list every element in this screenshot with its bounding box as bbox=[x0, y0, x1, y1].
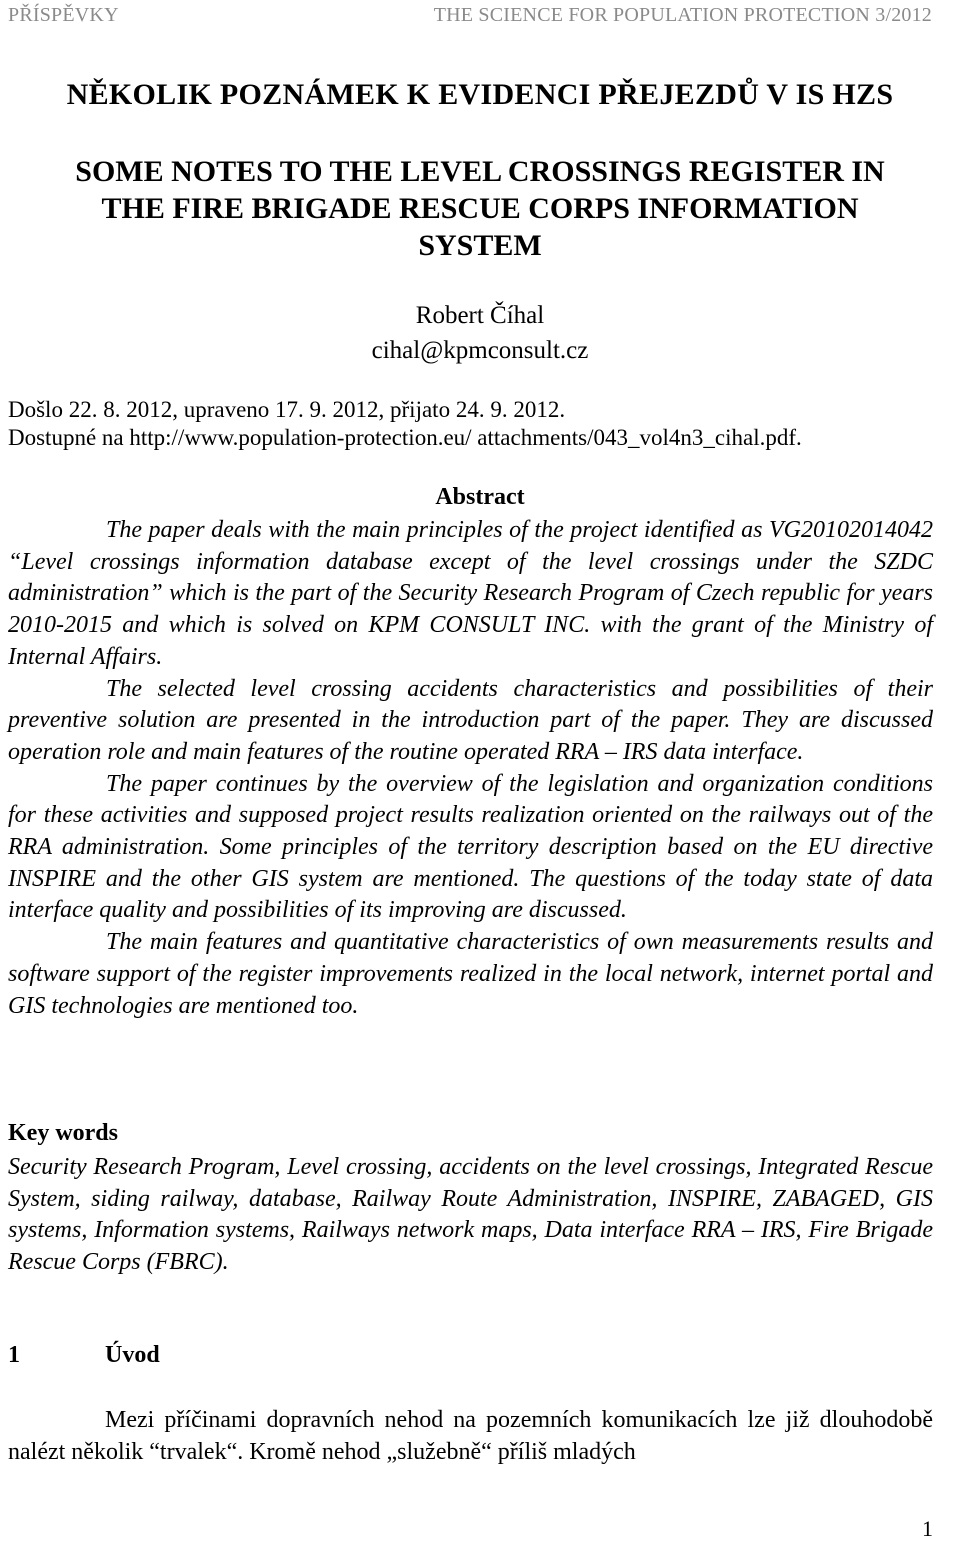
header-section-label: PŘÍSPĚVKY bbox=[8, 4, 119, 26]
keywords-heading: Key words bbox=[8, 1120, 118, 1146]
abstract-paragraph: The paper continues by the overview of the legislation and organization conditions for these activities and supposed project results realization oriented on the railways out of the RRA administration. Some principles of the territory description based on the EU directive INSPIRE and the other GIS system are mentioned. The questions of the today state of data interface quality and possibilities of its improving are discussed. bbox=[8, 770, 933, 924]
abstract-heading: Abstract bbox=[435, 484, 525, 510]
received-dates: Došlo 22. 8. 2012, upraveno 17. 9. 2012, přijato 24. 9. 2012. bbox=[8, 397, 566, 422]
title-czech: NĚKOLIK POZNÁMEK K EVIDENCI PŘEJEZDŮ V IS HZS bbox=[66, 78, 894, 111]
title-english-line-3: SYSTEM bbox=[418, 229, 542, 262]
page-number: 1 bbox=[922, 1516, 933, 1541]
abstract-body bbox=[8, 515, 933, 1022]
abstract-paragraph: The selected level crossing accidents characteristics and possibilities of their preventive solution are presented in the introduction part of the paper. They are discussed operation role and main features of the routine operated RRA – IRS data interface. bbox=[8, 675, 933, 765]
running-header bbox=[8, 4, 932, 27]
keywords-text: Security Research Program, Level crossing, accidents on the level crossings, Integrated Rescue System, siding railway, database, Railway Route Administration, INSPIRE, ZABAGED, GIS systems, Information systems, Railways network maps, Data interface RRA – IRS, Fire Brigade Rescue Corps (FBRC). bbox=[8, 1154, 933, 1275]
section-heading bbox=[8, 1342, 160, 1369]
title-english bbox=[0, 153, 960, 264]
section-number: 1 bbox=[8, 1342, 20, 1368]
section-paragraph: Mezi příčinami dopravních nehod na pozemních komunikacích lze již dlouhodobě nalézt několik “trvalek“. Kromě nehod „služebně“ příliš mladých bbox=[8, 1407, 933, 1465]
header-journal-title: THE SCIENCE FOR POPULATION PROTECTION 3/2012 bbox=[433, 4, 932, 26]
section-body bbox=[8, 1405, 933, 1468]
received-info bbox=[8, 396, 933, 452]
author-name: Robert Číhal bbox=[415, 302, 545, 329]
title-english-line-1: SOME NOTES TO THE LEVEL CROSSINGS REGISTER IN bbox=[75, 155, 885, 188]
section-title: Úvod bbox=[105, 1342, 160, 1368]
abstract-paragraph: The main features and quantitative characteristics of own measurements results and software support of the register improvements realized in the local network, internet portal and GIS technologies are mentioned too. bbox=[8, 929, 933, 1019]
author-email[interactable]: cihal@kpmconsult.cz bbox=[371, 337, 589, 364]
title-english-line-2: THE FIRE BRIGADE RESCUE CORPS INFORMATION bbox=[101, 192, 859, 225]
availability-link[interactable]: Dostupné na http://www.population-protection.eu/ attachments/043_vol4n3_cihal.pdf. bbox=[8, 425, 802, 450]
author-block bbox=[0, 298, 960, 368]
abstract-paragraph: The paper deals with the main principles of the project identified as VG20102014042 “Level crossings information database except of the level crossings under the SZDC administration” which is the part of the Security Research Program of Czech republic for years 2010-2015 and which is solved on KPM CONSULT INC. with the grant of the Ministry of Internal Affairs. bbox=[8, 517, 933, 670]
